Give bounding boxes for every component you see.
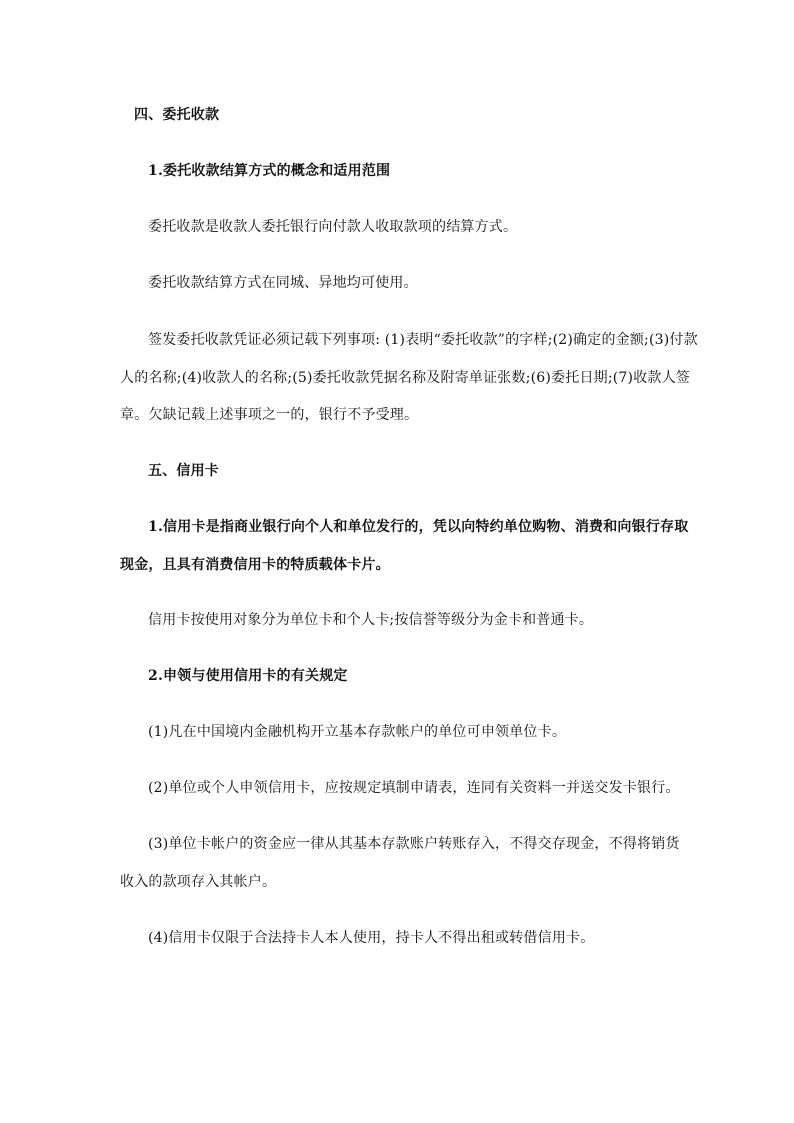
rule-4: (4)信用卡仅限于合法持卡人本人使用，持卡人不得出租或转借信用卡。 <box>148 930 595 946</box>
rule-1: (1)凡在中国境内金融机构开立基本存款帐户的单位可申领单位卡。 <box>148 724 567 740</box>
rule-2: (2)单位或个人申领信用卡，应按规定填制申请表，连同有关资料一并送交发卡银行。 <box>148 780 680 796</box>
paragraph-1: 委托收款是收款人委托银行向付款人收取款项的结算方式。 <box>148 219 518 235</box>
section-5-title: 五、信用卡 <box>148 463 219 479</box>
subsection-2-title: 2.申领与使用信用卡的有关规定 <box>148 668 348 684</box>
paragraph-3-line-1: 签发委托收款凭证必须记载下列事项: (1)表明“委托收款”的字样;(2)确定的金额;(3)付款 <box>148 332 698 348</box>
paragraph-3-line-2: 人的名称;(4)收款人的名称;(5)委托收款凭据名称及附寄单证张数;(6)委托日期;(7)收款人签 <box>120 370 690 386</box>
rule-3-line-2: 收入的款项存入其帐户。 <box>120 874 277 890</box>
section-4-title: 四、委托收款 <box>134 107 220 123</box>
paragraph-3-line-3: 章。欠缺记载上述事项之一的，银行不予受理。 <box>120 407 419 423</box>
subsection-1-title: 1.委托收款结算方式的概念和适用范围 <box>148 163 391 179</box>
definition-line-2: 现金，且具有消费信用卡的特质载体卡片。 <box>120 557 390 573</box>
definition-line-1: 1.信用卡是指商业银行向个人和单位发行的，凭以向特约单位购物、消费和向银行存取 <box>148 519 689 535</box>
paragraph-4: 信用卡按使用对象分为单位卡和个人卡;按信誉等级分为金卡和普通卡。 <box>148 612 594 628</box>
rule-3-line-1: (3)单位卡帐户的资金应一律从其基本存款账户转账存入，不得交存现金，不得将销货 <box>148 836 680 852</box>
paragraph-2: 委托收款结算方式在同城、异地均可使用。 <box>148 275 418 291</box>
